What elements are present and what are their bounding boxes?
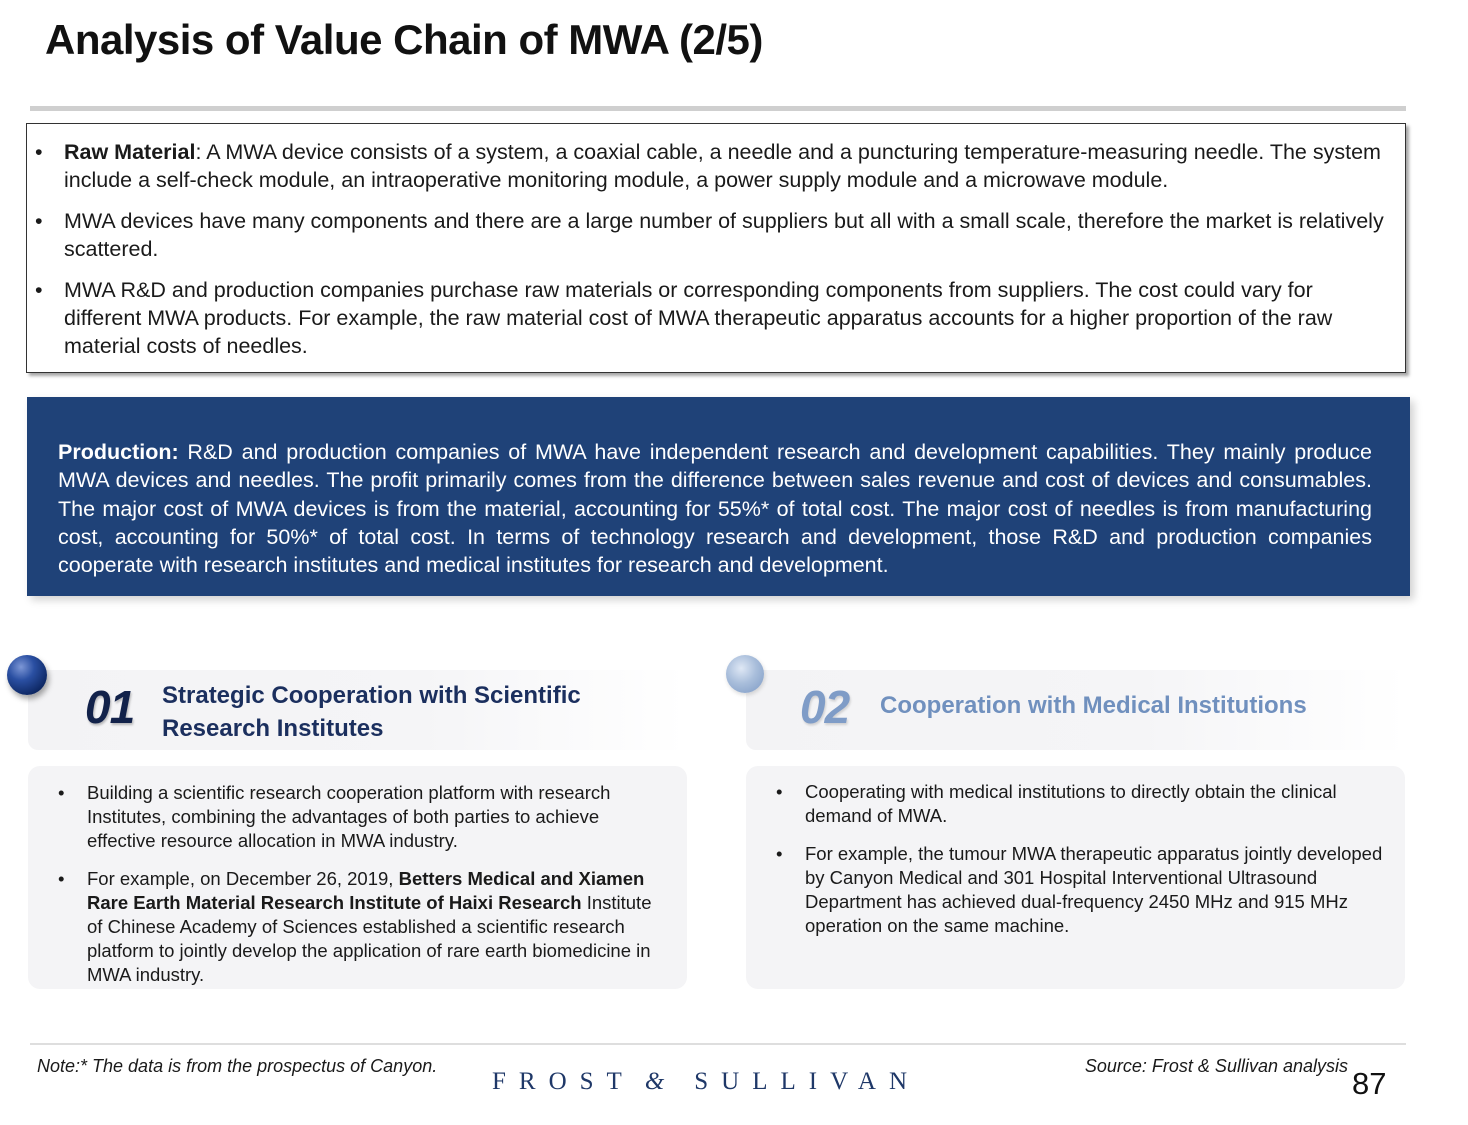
production-body: R&D and production companies of MWA have independent research and development capabilities. They mainly produce MWA devices and needles. The profit primarily comes from the difference between sales revenue and cost of devices and consumables. The major cost of MWA devices is from the material, accounting for 55%* of total cost. The major cost of needles is from manufacturing cost, accounting for 50%* of total cost. In terms of technology research and development, those R&D and production companies cooperate with research institutes and medical institutes for research and development.: [58, 440, 1372, 578]
footnote: Note:* The data is from the prospectus of Canyon.: [37, 1056, 438, 1076]
card-1-bullet-1: Building a scientific research cooperation platform with research Institutes, combining the advantages of both parties to achieve effective resource allocation in MWA industry.: [87, 782, 611, 851]
logo-sullivan: SULLIVAN: [694, 1068, 921, 1095]
raw-material-bullet: [35, 138, 1385, 194]
raw-material-box: [26, 123, 1406, 373]
logo-ampersand: &: [644, 1068, 665, 1095]
suppliers-bullet-text: MWA devices have many components and there are a large number of suppliers but all with a small scale, therefore the market is relatively scattered.: [64, 209, 1384, 261]
card-2-list: [776, 780, 1386, 952]
list-item: [58, 781, 668, 853]
sphere-icon: [7, 655, 47, 695]
card-2-bullet-2: For example, the tumour MWA therapeutic apparatus jointly developed by Canyon Medical and 301 Hospital Interventional Ultrasound Department has achieved dual-frequency 2450 MHz and 915 MHz operation on the same machine.: [805, 843, 1383, 936]
card-1-title: Strategic Cooperation with Scientific Research Institutes: [162, 682, 581, 742]
raw-material-bullet-text: : A MWA device consists of a system, a coaxial cable, a needle and a puncturing temperature-measuring needle. The system include a self-check module, an intraoperative monitoring module, a power supply module and a microwave module.: [64, 140, 1381, 192]
sphere-icon: [726, 655, 764, 693]
page-number: 87: [1352, 1066, 1387, 1101]
production-text: [58, 438, 1372, 579]
suppliers-bullet: [35, 207, 1385, 263]
card-2-body: [746, 766, 1405, 989]
title-divider: [30, 106, 1406, 111]
card-2-title: Cooperation with Medical Institutions: [880, 692, 1307, 719]
page-title: Analysis of Value Chain of MWA (2/5): [45, 16, 763, 63]
card-2-bullet-1: Cooperating with medical institutions to directly obtain the clinical demand of MWA.: [805, 781, 1337, 826]
card-1-bullet-2-bold: Betters Medical and Xiamen Rare Earth Material Research Institute of Haixi Research: [87, 868, 645, 913]
list-item: [776, 780, 1386, 828]
source-note: Source: Frost & Sullivan analysis: [1084, 1056, 1348, 1076]
list-item: [58, 867, 668, 987]
card-2-number: 02: [800, 681, 850, 733]
card-1-number: 01: [85, 681, 135, 733]
raw-material-list: [35, 138, 1385, 373]
card-1-body: [28, 766, 687, 989]
card-1-bullet-2-post: Institute of Chinese Academy of Sciences established a scientific research platform to jointly develop the application of rare earth biomedicine in MWA industry.: [87, 892, 652, 985]
list-item: [776, 842, 1386, 938]
footer-divider: [30, 1043, 1406, 1045]
card-1-list: [58, 781, 668, 1001]
purchase-bullet-text: MWA R&D and production companies purchase raw materials or corresponding components from suppliers. The cost could vary for different MWA products. For example, the raw material cost of MWA therapeutic apparatus accounts for a higher proportion of the raw material costs of needles.: [64, 278, 1333, 358]
logo-frost: FROST: [492, 1068, 635, 1095]
purchase-bullet: [35, 276, 1385, 360]
card-1-bullet-2-pre: For example, on December 26, 2019,: [87, 868, 399, 889]
production-heading: Production:: [58, 440, 179, 464]
production-box: [27, 397, 1410, 596]
raw-material-heading: Raw Material: [64, 140, 196, 164]
frost-sullivan-logo: [492, 1068, 920, 1096]
